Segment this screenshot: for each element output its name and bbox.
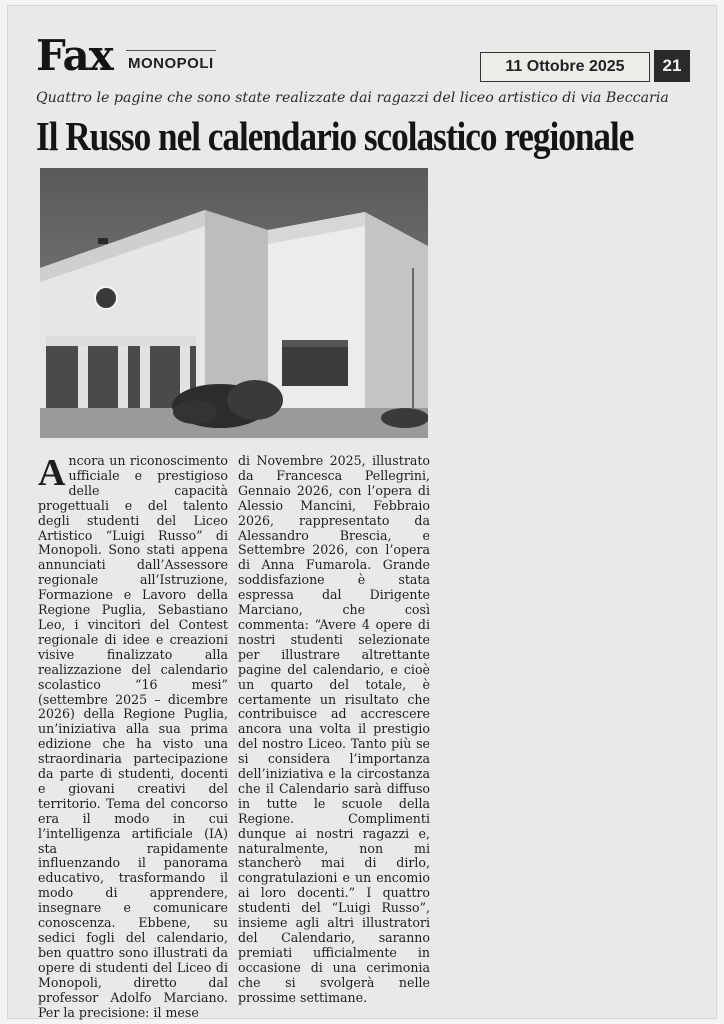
issue-date: 11 Ottobre 2025 [480,52,650,82]
masthead: Fax [36,31,113,80]
building-illustration [40,168,428,438]
drop-cap: A [38,452,66,494]
article-column-2 [238,454,430,1006]
section-name: MONOPOLI [128,55,214,72]
column-2-text: di Novembre 2025, illustrato da Francesca Pellegrini, Gennaio 2026, con l’opera di Alessio Mancini, Febbraio 2026, rappresentato da Alessandro Brescia, e Settembre 2026, con l’opera di Anna Fumarola. Grande soddisfazione è stata espressa dal Dirigente Marciano, che così commenta: “Avere 4 opere di nostri studenti selezionate per illustrare altrettante pagine del calendario, e cioè un quarto del totale, è certamente un risultato che contribuisce ad accrescere ancora una volta il prestigio del nostro Liceo. Tanto più se si considera l’importanza dell’iniziativa e la circostanza che il Calendario sarà diffuso in tutte le scuole della Regione. Complimenti dunque ai nostri ragazzi e, naturalmente, non mi stancherò mai di dirlo, congratulazioni e un encomio ai loro docenti.” I quattro studenti del “Luigi Russo”, insieme agli altri illustratori del Calendario, saranno premiati ufficialmente in occasione di una cerimonia che si svolgerà nelle prossime settimane. [238,453,430,1005]
page-number: 21 [654,50,690,82]
column-1-text: ncora un riconoscimento ufficiale e prestigioso delle capacità progettuali e del talento degli studenti del Liceo Artistico “Luigi Russo” di Monopoli. Sono stati appena annunciati dall’Assessore regionale all’Istruzione, Formazione e Lavoro della Regione Puglia, Sebastiano Leo, i vincitori del Contest regionale di idee e creazioni visive finalizzato alla realizzazione del calendario scolastico “16 mesi” (settembre 2025 – dicembre 2026) della Regione Puglia, un’iniziativa alla sua prima edizione che ha visto una straordinaria partecipazione da parte di studenti, docenti e giovani creativi del territorio. Tema del concorso era il modo in cui l’intelligenza artificiale (IA) sta rapidamente influenzando il panorama educativo, trasformando il modo di apprendere, insegnare e comunicare conoscenza. Ebbene, su sedici fogli del calendario, ben quattro sono illustrati da opere di studenti del Liceo di Monopoli, diretto dal professor Adolfo Marciano. Per la precisione: il mese [38,453,228,1020]
section-rule [126,50,216,51]
headline: Il Russo nel calendario scolastico regionale [36,113,634,159]
kicker: Quattro le pagine che sono state realizzate dai ragazzi del liceo artistico di via Beccaria [36,90,669,106]
article-column-1 [38,454,228,1020]
school-building-photo [40,168,428,438]
